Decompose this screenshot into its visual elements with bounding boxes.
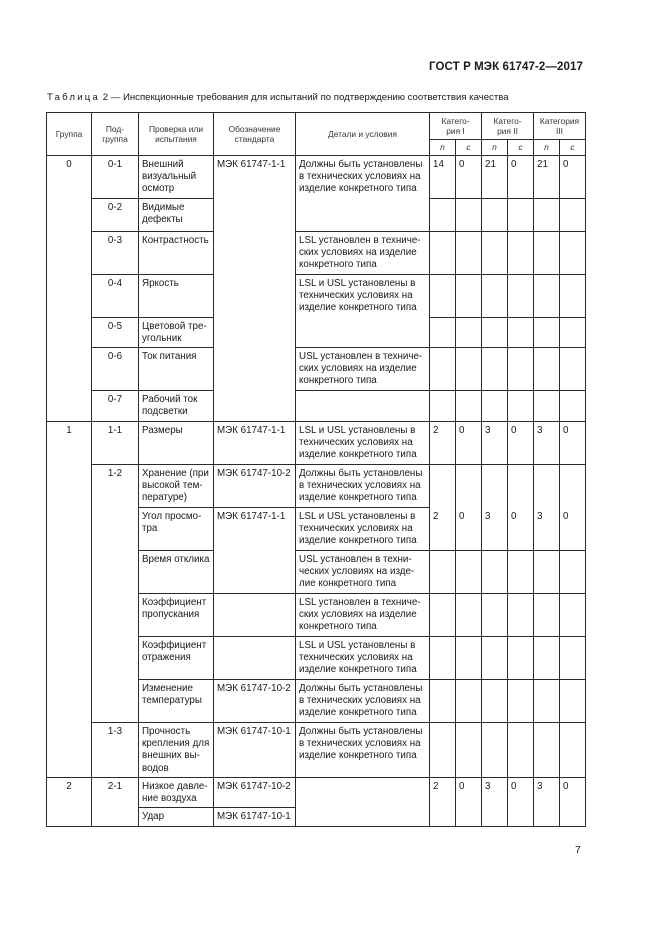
- test-cell: Коэффициент пропускания: [139, 594, 214, 637]
- test-cell: Цветовой тре-угольник: [139, 317, 214, 347]
- table-caption: [47, 92, 509, 103]
- header-c: c: [456, 140, 482, 156]
- value-cell: 0: [508, 422, 534, 465]
- value-cell: 3: [534, 508, 560, 551]
- standard-cell: МЭК 61747-1-1: [214, 422, 296, 465]
- inspection-table: [46, 112, 586, 827]
- value-cell: 2: [430, 508, 456, 551]
- standard-cell: МЭК 61747-1-1: [214, 156, 296, 422]
- test-cell: Низкое давле-ние воздуха: [139, 777, 214, 807]
- test-cell: Удар: [139, 808, 214, 827]
- caption-label: Таблица: [47, 92, 101, 103]
- value-cell: 0: [560, 156, 586, 199]
- standard-cell: МЭК 61747-10-2: [214, 465, 296, 508]
- value-cell: 0: [560, 508, 586, 551]
- subgroup-cell: 1-2: [92, 465, 139, 723]
- value-cell: 0: [456, 777, 482, 826]
- value-cell: 0: [508, 777, 534, 826]
- details-cell: LSL и USL установлены в технических условиях на изделие конкретного типа: [296, 274, 430, 347]
- subgroup-cell: 0-6: [92, 348, 139, 391]
- value-cell: 0: [508, 508, 534, 551]
- details-cell: Должны быть установлены в технических условиях на изделие конкретного типа: [296, 723, 430, 778]
- value-cell: 2: [430, 777, 456, 826]
- details-cell: Должны быть установлены в технических условиях на изделие конкретного типа: [296, 156, 430, 232]
- value-cell: 2: [430, 422, 456, 465]
- header-c: c: [560, 140, 586, 156]
- subgroup-cell: 2-1: [92, 777, 139, 826]
- test-cell: Контрастность: [139, 231, 214, 274]
- test-cell: Угол просмо-тра: [139, 508, 214, 551]
- value-cell: 3: [534, 777, 560, 826]
- header-c: c: [508, 140, 534, 156]
- value-cell: 0: [560, 422, 586, 465]
- value-cell: 0: [456, 422, 482, 465]
- standard-cell: МЭК 61747-1-1: [214, 508, 296, 551]
- value-cell: 21: [482, 156, 508, 199]
- standard-cell: МЭК 61747-10-2: [214, 777, 296, 807]
- test-cell: Рабочий ток подсветки: [139, 391, 214, 422]
- details-cell: LSL и USL установлены в технических условиях на изделие конкретного типа: [296, 422, 430, 465]
- value-cell: 21: [534, 156, 560, 199]
- value-cell: 0: [456, 156, 482, 199]
- details-cell: LSL установлен в техниче-ских условиях на изделие конкретного типа: [296, 231, 430, 274]
- group-cell: 1: [47, 422, 92, 778]
- page-number: 7: [575, 844, 581, 856]
- test-cell: Коэффициент отражения: [139, 637, 214, 680]
- value-cell: 0: [560, 777, 586, 826]
- subgroup-cell: 0-5: [92, 317, 139, 347]
- value-cell: 3: [482, 777, 508, 826]
- test-cell: Ток питания: [139, 348, 214, 391]
- subgroup-cell: 1-3: [92, 723, 139, 778]
- header-n: n: [482, 140, 508, 156]
- standard-cell: МЭК 61747-10-2: [214, 680, 296, 723]
- standard-cell: МЭК 61747-10-1: [214, 723, 296, 778]
- details-cell: USL установлен в техни-ческих условиях на изде-лие конкретного типа: [296, 551, 430, 594]
- details-cell: Должны быть установлены в технических условиях на изделие конкретного типа: [296, 680, 430, 723]
- standard-cell: МЭК 61747-10-1: [214, 808, 296, 827]
- details-cell: LSL установлен в техниче-ских условиях на изделие конкретного типа: [296, 594, 430, 637]
- value-cell: 14: [430, 156, 456, 199]
- header-n: n: [430, 140, 456, 156]
- group-cell: 2: [47, 777, 92, 826]
- subgroup-cell: 0-2: [92, 198, 139, 231]
- value-cell: 0: [456, 508, 482, 551]
- details-cell: LSL и USL установлены в технических условиях на изделие конкретного типа: [296, 637, 430, 680]
- details-cell: USL установлен в техниче-ских условиях на изделие конкретного типа: [296, 348, 430, 391]
- caption-text: 2 — Инспекционные требования для испытаний по подтверждению соответствия качества: [102, 92, 509, 103]
- header-group: Группа: [47, 113, 92, 156]
- subgroup-cell: 0-7: [92, 391, 139, 422]
- details-cell: LSL и USL установлены в технических условиях на изделие конкретного типа: [296, 508, 430, 551]
- test-cell: Внешний визуальный осмотр: [139, 156, 214, 199]
- header-category-1: Катего- рия I: [430, 113, 482, 140]
- details-cell: Должны быть установлены в технических условиях на изделие конкретного типа: [296, 465, 430, 508]
- test-cell: Изменение температуры: [139, 680, 214, 723]
- test-cell: Размеры: [139, 422, 214, 465]
- header-test: Проверка или испытания: [139, 113, 214, 156]
- value-cell: 3: [482, 422, 508, 465]
- subgroup-cell: 1-1: [92, 422, 139, 465]
- document-header: ГОСТ Р МЭК 61747-2—2017: [429, 61, 583, 73]
- value-cell: 3: [482, 508, 508, 551]
- test-cell: Хранение (при высокой тем-пературе): [139, 465, 214, 508]
- value-cell: 0: [508, 156, 534, 199]
- group-cell: 0: [47, 156, 92, 422]
- header-subgroup: Под- группа: [92, 113, 139, 156]
- subgroup-cell: 0-1: [92, 156, 139, 199]
- header-category-2: Катего- рия II: [482, 113, 534, 140]
- header-standard: Обозначение стандарта: [214, 113, 296, 156]
- subgroup-cell: 0-3: [92, 231, 139, 274]
- test-cell: Прочность крепления для внешних вы-водов: [139, 723, 214, 778]
- test-cell: Яркость: [139, 274, 214, 317]
- header-n: n: [534, 140, 560, 156]
- header-details: Детали и условия: [296, 113, 430, 156]
- header-category-3: Категория III: [534, 113, 586, 140]
- subgroup-cell: 0-4: [92, 274, 139, 317]
- test-cell: Видимые дефекты: [139, 198, 214, 231]
- value-cell: 3: [534, 422, 560, 465]
- test-cell: Время отклика: [139, 551, 214, 594]
